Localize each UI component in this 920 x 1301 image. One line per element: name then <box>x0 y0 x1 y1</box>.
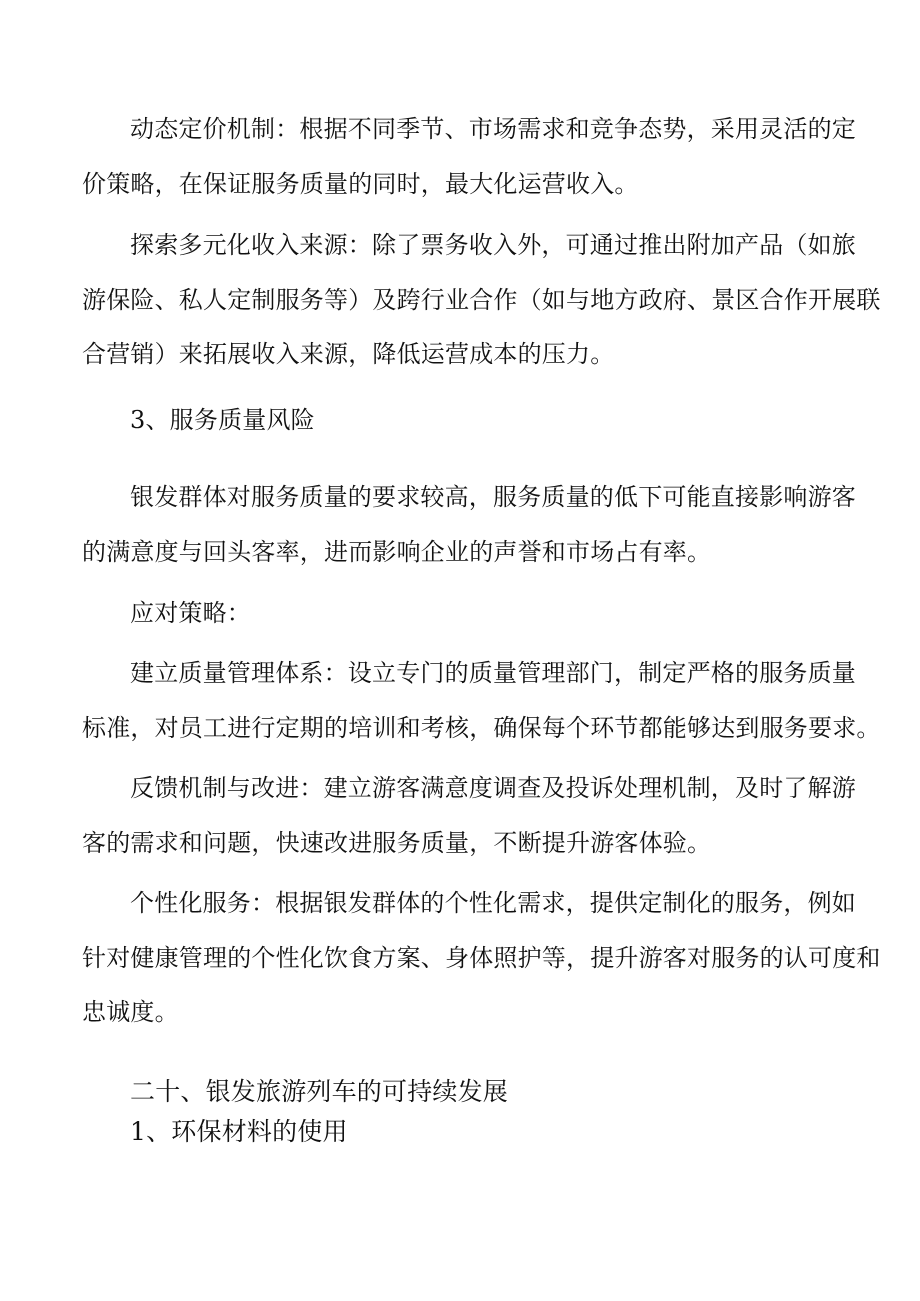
text-line: 客的需求和问题，快速改进服务质量，不断提升游客体验。 <box>82 829 712 857</box>
section-title: 二十、银发旅游列车的可持续发展 <box>130 1077 509 1106</box>
text-line: 动态定价机制：根据不同季节、市场需求和竞争态势，采用灵活的定 <box>130 115 856 143</box>
text-line: 反馈机制与改进：建立游客满意度调查及投诉处理机制，及时了解游 <box>130 774 856 802</box>
text-line: 标准，对员工进行定期的培训和考核，确保每个环节都能够达到服务要求。 <box>82 714 881 742</box>
text-line: 忠诚度。 <box>82 998 179 1026</box>
text-line: 游保险、私人定制服务等）及跨行业合作（如与地方政府、景区合作开展联 <box>82 286 881 314</box>
text-line: 价策略，在保证服务质量的同时，最大化运营收入。 <box>82 170 639 198</box>
text-line: 个性化服务：根据银发群体的个性化需求，提供定制化的服务，例如 <box>130 889 856 917</box>
text-line: 的满意度与回头客率，进而影响企业的声誉和市场占有率。 <box>82 538 712 566</box>
heading-service-quality-risk: 3、服务质量风险 <box>130 406 315 434</box>
text-line: 银发群体对服务质量的要求较高，服务质量的低下可能直接影响游客 <box>130 483 856 511</box>
text-line: 合营销）来拓展收入来源，降低运营成本的压力。 <box>82 340 615 368</box>
text-line: 建立质量管理体系：设立专门的质量管理部门，制定严格的服务质量 <box>130 659 856 687</box>
text-line: 针对健康管理的个性化饮食方案、身体照护等，提升游客对服务的认可度和 <box>82 944 881 972</box>
label-strategies: 应对策略： <box>130 599 251 627</box>
text-line: 探索多元化收入来源：除了票务收入外，可通过推出附加产品（如旅 <box>130 231 856 259</box>
subsection-title: 1、环保材料的使用 <box>130 1117 348 1146</box>
